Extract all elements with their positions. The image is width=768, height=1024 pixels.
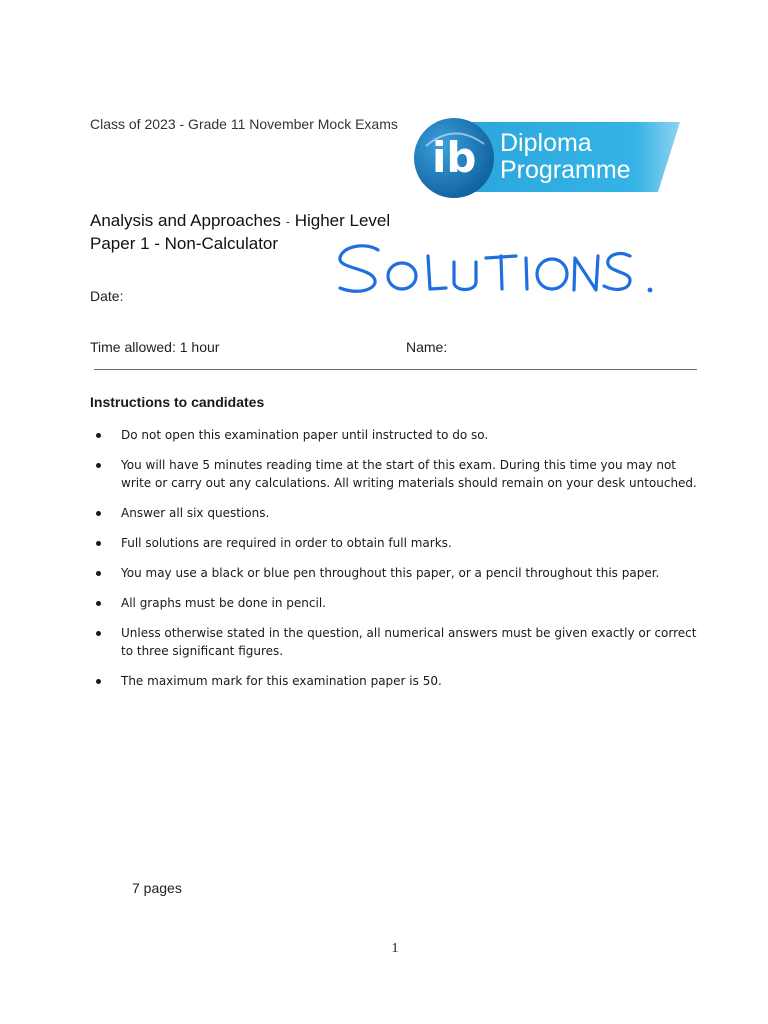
bullet-icon — [96, 631, 101, 636]
instruction-text: Full solutions are required in order to obtain full marks. — [121, 536, 452, 550]
logo-line2-text: Programme — [500, 156, 631, 184]
handwritten-solutions-annotation — [330, 234, 670, 308]
instruction-item — [96, 564, 706, 582]
instruction-text: The maximum mark for this examination paper is 50. — [121, 674, 442, 688]
name-label: Name: — [406, 339, 448, 355]
bullet-icon — [96, 541, 101, 546]
bullet-icon — [96, 601, 101, 606]
instruction-item — [96, 594, 706, 612]
bullet-icon — [96, 679, 101, 684]
bullet-icon — [96, 433, 101, 438]
subject-level: Higher Level — [294, 211, 391, 230]
logo-mark-text: ib — [432, 133, 477, 182]
logo-line1-text: Diploma — [500, 129, 592, 157]
instruction-text: Unless otherwise stated in the question, all numerical answers must be given exactly or correct to three significant figures. — [121, 626, 697, 658]
instruction-item — [96, 504, 706, 522]
instruction-item — [96, 672, 706, 690]
paper-title: Paper 1 - Non-Calculator — [90, 234, 279, 253]
exam-title: Class of 2023 - Grade 11 November Mock Exams — [90, 116, 398, 132]
instruction-item — [96, 534, 706, 552]
bullet-icon — [96, 463, 101, 468]
page-number: 1 — [391, 941, 399, 956]
instructions-list — [96, 426, 706, 702]
instruction-text: All graphs must be done in pencil. — [121, 596, 326, 610]
subject-separator: - — [285, 214, 290, 229]
bullet-icon — [96, 571, 101, 576]
page-count: 7 pages — [132, 880, 182, 896]
instruction-text: Do not open this examination paper until instructed to do so. — [121, 428, 489, 442]
bullet-icon — [96, 511, 101, 516]
instruction-text: Answer all six questions. — [121, 506, 270, 520]
time-allowed-label: Time allowed: 1 hour — [90, 339, 220, 355]
subject-name: Analysis and Approaches — [90, 211, 281, 230]
instructions-heading: Instructions to candidates — [90, 394, 265, 410]
instruction-item — [96, 456, 706, 492]
subject-title — [90, 210, 390, 233]
instruction-text: You will have 5 minutes reading time at the start of this exam. During this time you may not write or carry out any calculations. All writing materials should remain on your desk untouched. — [121, 458, 697, 490]
instruction-item — [96, 426, 706, 444]
instruction-text: You may use a black or blue pen throughout this paper, or a pencil throughout this paper. — [121, 566, 660, 580]
ib-diploma-programme-logo — [412, 116, 688, 200]
divider-line — [94, 369, 697, 370]
date-label: Date: — [90, 288, 124, 304]
instruction-item — [96, 624, 706, 660]
